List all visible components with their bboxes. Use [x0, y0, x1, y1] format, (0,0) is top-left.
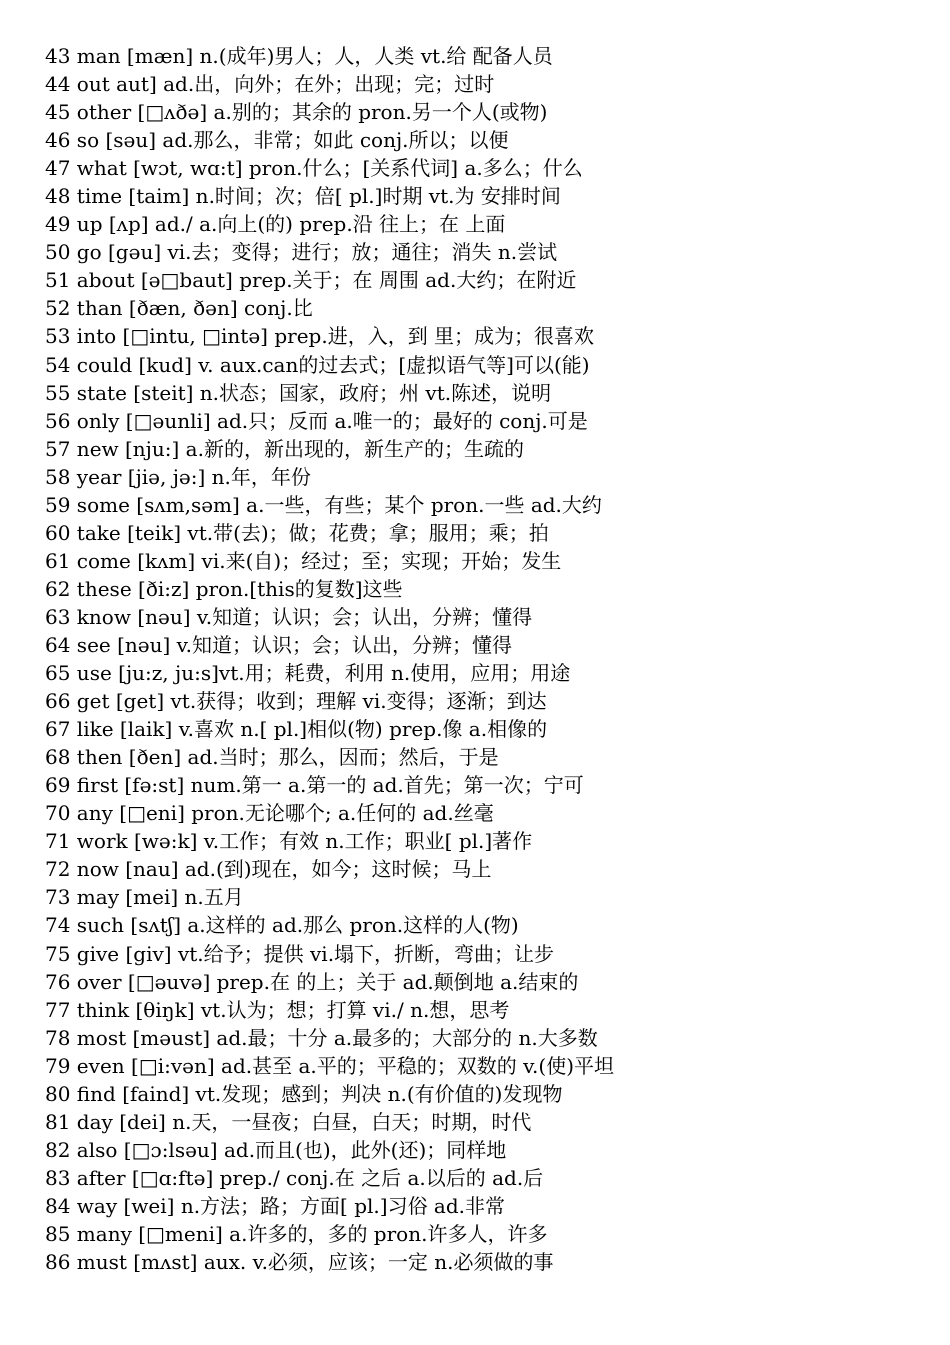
- vocab-entry: 63 know [nəu] v.知道；认识；会；认出，分辨；懂得: [45, 604, 533, 629]
- vocab-entry: 53 into [□intu, □intə] prep.进，入，到 里；成为；很喜欢: [45, 324, 595, 349]
- vocab-entry: 43 man [mæn] n.(成年)男人；人，人类 vt.给 配备人员: [45, 44, 553, 68]
- vocab-entry: 56 only [□əunli] ad.只；反而 a.唯一的；最好的 conj.可是: [45, 408, 588, 433]
- vocab-entry: 74 such [sʌtʃ] a.这样的 ad.那么 pron.这样的人(物): [45, 913, 519, 938]
- vocab-entry: 70 any [□eni] pron.无论哪个; a.任何的 ad.丝毫: [45, 801, 494, 826]
- vocab-entry: 77 think [θiŋk] vt.认为；想；打算 vi./ n.想，思考: [45, 997, 510, 1022]
- vocab-entry: 64 see [nəu] v.知道；认识；会；认出，分辨；懂得: [45, 632, 512, 657]
- vocab-entry: 45 other [□ʌðə] a.别的；其余的 pron.另一个人(或物): [45, 100, 548, 125]
- vocab-entry: 51 about [ə□baut] prep.关于；在 周围 ad.大约；在附近: [45, 268, 577, 293]
- vocab-entry: 75 give [giv] vt.给予；提供 vi.塌下，折断，弯曲；让步: [45, 941, 555, 966]
- vocab-entry: 81 day [dei] n.天，一昼夜；白昼，白天；时期，时代: [45, 1109, 532, 1134]
- vocabulary-list: [45, 42, 925, 1276]
- vocab-entry: 84 way [wei] n.方法；路；方面[ pl.]习俗 ad.非常: [45, 1193, 506, 1218]
- vocab-entry: 82 also [□ɔ:lsəu] ad.而且(也)，此外(还)；同样地: [45, 1137, 507, 1162]
- vocab-entry: 66 get [get] vt.获得；收到；理解 vi.变得；逐渐；到达: [45, 689, 547, 714]
- vocab-entry: 50 go [gəu] vi.去；变得；进行；放；通往；消失 n.尝试: [45, 240, 558, 265]
- vocab-entry: 80 find [faind] vt.发现；感到；判决 n.(有价值的)发现物: [45, 1081, 563, 1106]
- vocab-entry: 59 some [sʌm,səm] a.一些，有些；某个 pron.一些 ad.大约: [45, 492, 602, 517]
- vocab-entry: 83 after [□ɑ:ftə] prep./ conj.在 之后 a.以后的 ad.后: [45, 1165, 544, 1190]
- vocab-entry: 46 so [səu] ad.那么，非常；如此 conj.所以；以便: [45, 128, 509, 153]
- vocab-entry: 85 many [□meni] a.许多的，多的 pron.许多人，许多: [45, 1221, 548, 1246]
- vocab-entry: 73 may [mei] n.五月: [45, 885, 244, 910]
- vocab-entry: 55 state [steit] n.状态；国家，政府；州 vt.陈述，说明: [45, 380, 552, 405]
- vocab-entry: 48 time [taim] n.时间；次；倍[ pl.]时期 vt.为 安排时间: [45, 184, 561, 209]
- vocab-entry: 76 over [□əuvə] prep.在 的上；关于 ad.颠倒地 a.结束的: [45, 969, 579, 994]
- vocab-entry: 69 first [fə:st] num.第一 a.第一的 ad.首先；第一次；宁可: [45, 773, 584, 798]
- vocab-entry: 67 like [laik] v.喜欢 n.[ pl.]相似(物) prep.像 a.相像的: [45, 717, 548, 742]
- vocab-entry: 61 come [kʌm] vi.来(自)；经过；至；实现；开始；发生: [45, 548, 562, 573]
- vocab-entry: 47 what [wɔt, wɑ:t] pron.什么；[关系代词] a.多么；什么: [45, 156, 583, 181]
- vocab-entry: 62 these [ði:z] pron.[this的复数]这些: [45, 576, 403, 601]
- vocab-entry: 52 than [ðæn, ðən] conj.比: [45, 296, 313, 321]
- vocab-entry: 86 must [mʌst] aux. v.必须，应该；一定 n.必须做的事: [45, 1250, 554, 1275]
- vocab-entry: 78 most [məust] ad.最；十分 a.最多的；大部分的 n.大多数: [45, 1025, 598, 1050]
- vocab-entry: 44 out aut] ad.出，向外；在外；出现；完；过时: [45, 72, 495, 97]
- vocab-entry: 49 up [ʌp] ad./ a.向上(的) prep.沿 往上；在 上面: [45, 212, 506, 237]
- vocab-entry: 60 take [teik] vt.带(去)；做；花费；拿；服用；乘；拍: [45, 520, 549, 545]
- vocab-entry: 71 work [wə:k] v.工作；有效 n.工作；职业[ pl.]著作: [45, 829, 533, 854]
- vocab-entry: 68 then [ðen] ad.当时；那么，因而；然后，于是: [45, 745, 499, 770]
- vocab-entry: 58 year [jiə, jə:] n.年，年份: [45, 464, 311, 489]
- vocab-entry: 57 new [nju:] a.新的，新出现的，新生产的；生疏的: [45, 436, 524, 461]
- vocab-entry: 79 even [□i:vən] ad.甚至 a.平的；平稳的；双数的 v.(使)平坦: [45, 1053, 614, 1078]
- vocab-entry: 72 now [nau] ad.(到)现在，如今；这时候；马上: [45, 857, 492, 882]
- vocab-entry: 54 could [kud] v. aux.can的过去式；[虚拟语气等]可以(能): [45, 352, 590, 377]
- vocab-entry: 65 use [ju:z, ju:s]vt.用；耗费，利用 n.使用，应用；用途: [45, 661, 571, 686]
